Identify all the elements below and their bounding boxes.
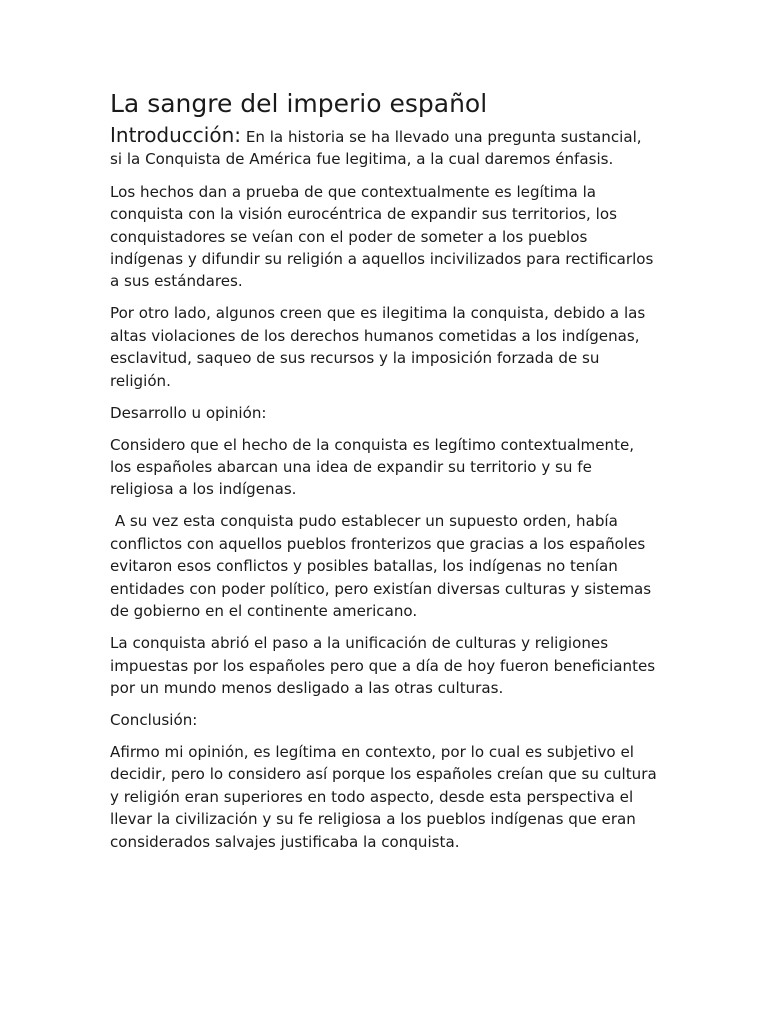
paragraph-unification: La conquista abrió el paso a la unificación de culturas y religiones impuestas por los españoles pero que a día de hoy fueron beneficiantes por un mundo menos desligado a las otras culturas.	[110, 634, 656, 697]
document-title: La sangre del imperio español	[110, 89, 488, 118]
document-body	[110, 86, 658, 863]
paragraph-illegitimate-view: Por otro lado, algunos creen que es ilegitima la conquista, debido a las altas violaciones de los derechos humanos cometidas a los indígenas, esclavitud, saqueo de sus recursos y la imposición forzada de su religión.	[110, 304, 646, 390]
paragraph-conclusion: Afirmo mi opinión, es legítima en contexto, por lo cual es subjetivo el decidir, pero lo considero así porque los españoles creían que su cultura y religión eran superiores en todo aspecto, desde esta perspectiva el llevar la civilización y su fe religiosa a los pueblos indígenas que eran considerados salvajes justificaba la conquista.	[110, 742, 657, 851]
paragraph-eurocentric-view: Los hechos dan a prueba de que contextualmente es legítima la conquista con la visión eurocéntrica de expandir sus territorios, los conquistadores se veían con el poder de someter a los pueblos indígenas y difundir su religión a aquellos incivilizados para rectificarlos a sus estándares.	[110, 182, 654, 291]
section-heading-conclusion: Conclusión:	[110, 710, 198, 729]
paragraph-order: A su vez esta conquista pudo establecer un supuesto orden, había conflictos con aquellos pueblos fronterizos que gracias a los españoles evitaron esos conflictos y posibles batallas, los indígenas no tenían entidades con poder político, pero existían diversas culturas y sistemas de gobierno en el continente americano.	[110, 512, 656, 621]
intro-paragraph	[110, 124, 658, 171]
intro-text: En la historia se ha llevado una pregunta sustancial, si la Conquista de América fue legitima, a la cual daremos énfasis.	[110, 128, 642, 169]
paragraph-opinion: Considero que el hecho de la conquista es legítimo contextualmente, los españoles abarcan una idea de expandir su territorio y su fe religiosa a los indígenas.	[110, 435, 635, 499]
intro-heading: Introducción:	[110, 123, 242, 147]
section-heading-development: Desarrollo u opinión:	[110, 403, 267, 422]
